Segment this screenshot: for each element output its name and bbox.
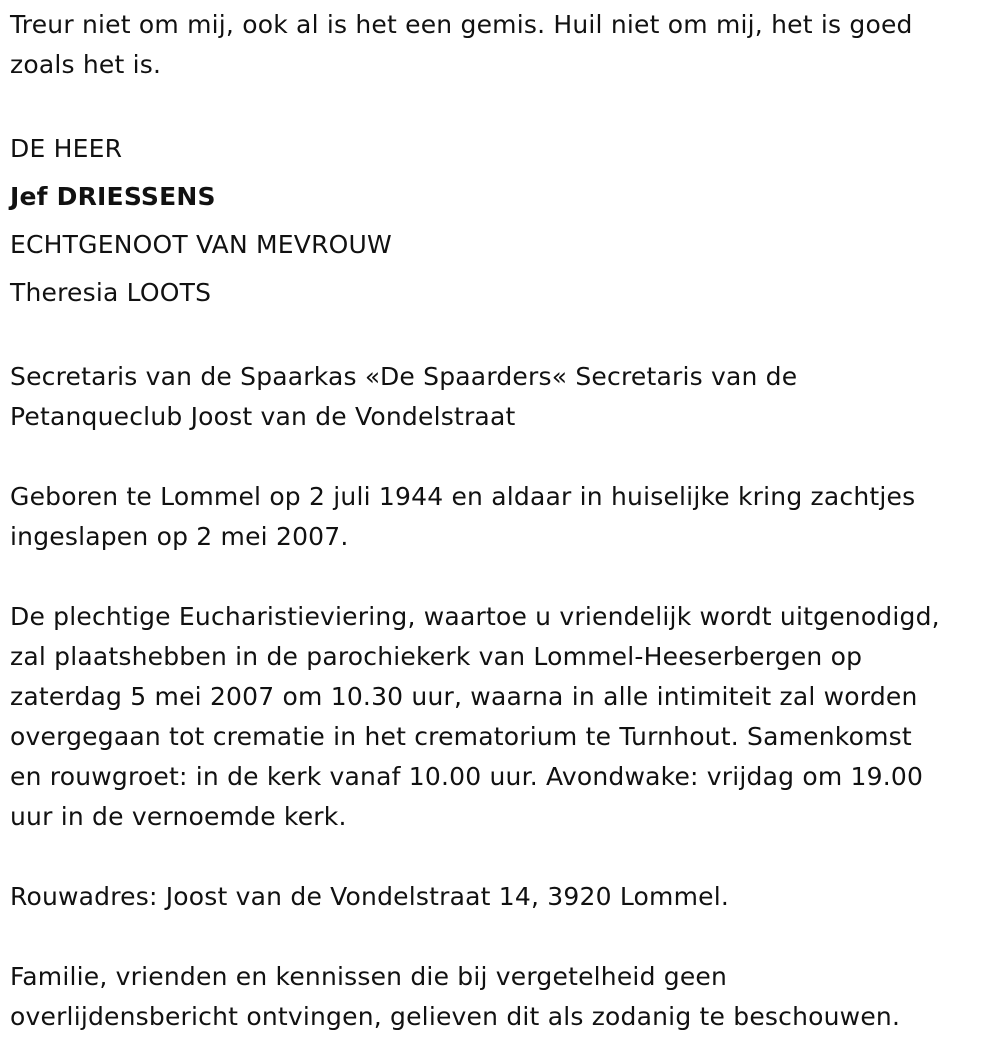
roles-line: Petanqueclub Joost van de Vondelstraat: [10, 402, 516, 431]
birth-death-paragraph: [10, 477, 1000, 557]
roles-line: Secretaris van de Spaarkas «De Spaarders« Secretaris van de: [10, 362, 798, 391]
closing-paragraph: [10, 957, 1000, 1037]
spacer: [10, 437, 1000, 477]
spacer: [10, 317, 1000, 357]
roles-paragraph: [10, 357, 1000, 437]
title-line: DE HEER: [10, 134, 123, 163]
spacer: [10, 85, 1000, 125]
spacer: [10, 917, 1000, 957]
closing-line: Familie, vrienden en kennissen die bij vergetelheid geen: [10, 962, 728, 991]
ceremony-line: uur in de vernoemde kerk.: [10, 802, 347, 831]
birth-death-line: Geboren te Lommel op 2 juli 1944 en aldaar in huiselijke kring zachtjes: [10, 482, 916, 511]
spouse-name: Theresia LOOTS: [10, 278, 212, 307]
address-line: Rouwadres: Joost van de Vondelstraat 14, 3920 Lommel.: [10, 882, 729, 911]
spacer: [10, 557, 1000, 597]
ceremony-line: zaterdag 5 mei 2007 om 10.30 uur, waarna in alle intimiteit zal worden: [10, 682, 918, 711]
ceremony-line: zal plaatshebben in de parochiekerk van Lommel-Heeserbergen op: [10, 642, 863, 671]
intro-line: Treur niet om mij, ook al is het een gemis. Huil niet om mij, het is goed: [10, 10, 913, 39]
intro-line: zoals het is.: [10, 50, 162, 79]
intro-poem: [10, 5, 1000, 85]
spacer: [10, 837, 1000, 877]
birth-death-line: ingeslapen op 2 mei 2007.: [10, 522, 349, 551]
ceremony-line: De plechtige Eucharistieviering, waartoe u vriendelijk wordt uitgenodigd,: [10, 602, 940, 631]
ceremony-line: en rouwgroet: in de kerk vanaf 10.00 uur. Avondwake: vrijdag om 19.00: [10, 762, 924, 791]
deceased-name: Jef DRIESSENS: [10, 182, 216, 211]
relation-line: ECHTGENOOT VAN MEVROUW: [10, 230, 392, 259]
ceremony-line: overgegaan tot crematie in het crematorium te Turnhout. Samenkomst: [10, 722, 912, 751]
ceremony-paragraph: [10, 597, 1000, 837]
closing-line: overlijdensbericht ontvingen, gelieven dit als zodanig te beschouwen.: [10, 1002, 901, 1031]
deceased-header: [10, 125, 1000, 317]
